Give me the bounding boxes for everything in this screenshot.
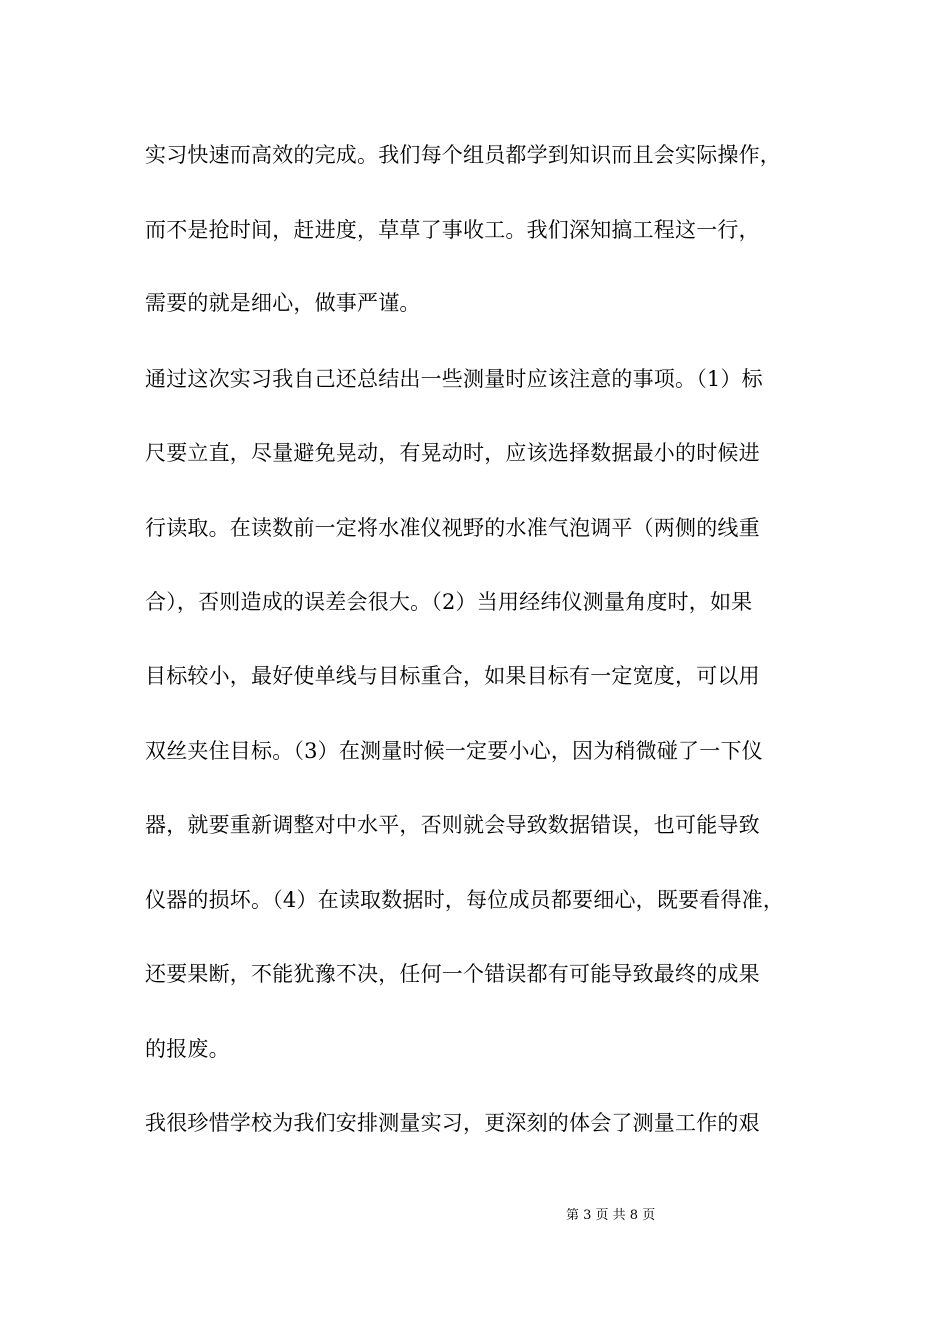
body-text-line: 尺要立直，尽量避免晃动，有晃动时，应该选择数据最小的时候进 xyxy=(145,441,760,465)
page-number: 第 3 页 共 8 页 xyxy=(566,1208,656,1223)
body-text-line: 实习快速而高效的完成。我们每个组员都学到知识而且会实际操作， xyxy=(145,143,781,167)
body-text-line: 通过这次实习我自己还总结出一些测量时应该注意的事项。（1）标 xyxy=(145,367,763,391)
body-text-line: 器，就要重新调整对中水平，否则就会导致数据错误，也可能导致 xyxy=(145,813,760,837)
body-text-line: 仪器的损坏。（4）在读取数据时，每位成员都要细心，既要看得准， xyxy=(145,888,785,912)
body-text-line: 还要果断，不能犹豫不决，任何一个错误都有可能导致最终的成果 xyxy=(145,962,760,986)
body-text-line: 双丝夹住目标。（3）在测量时候一定要小心，因为稍微碰了一下仪 xyxy=(145,739,763,763)
body-text-line: 我很珍惜学校为我们安排测量实习，更深刻的体会了测量工作的艰 xyxy=(145,1111,760,1135)
body-text-line: 的报废。 xyxy=(145,1037,230,1061)
body-text-line: 行读取。在读数前一定将水准仪视野的水准气泡调平（两侧的线重 xyxy=(145,516,760,540)
body-text-line: 合），否则造成的误差会很大。（2）当用经纬仪测量角度时，如果 xyxy=(145,590,753,614)
body-text-line: 需要的就是细心，做事严谨。 xyxy=(145,291,421,315)
body-text-line: 目标较小，最好使单线与目标重合，如果目标有一定宽度，可以用 xyxy=(145,664,760,688)
body-text-line: 而不是抢时间，赶进度，草草了事收工。我们深知搞工程这一行， xyxy=(145,218,760,242)
